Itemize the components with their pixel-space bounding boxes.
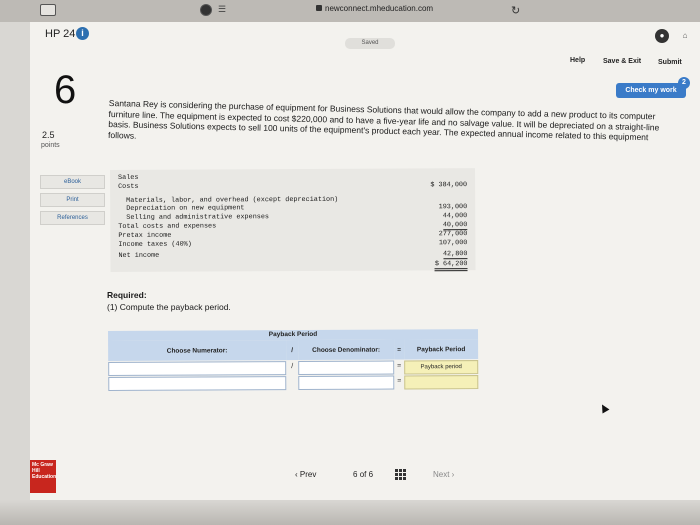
page-current: 6 xyxy=(353,470,358,479)
income-value: 44,000 xyxy=(442,212,468,221)
income-value: 40,000 xyxy=(442,221,468,230)
payback-result-empty xyxy=(404,375,478,389)
page-total: 6 xyxy=(368,470,374,479)
next-button[interactable]: Next › xyxy=(433,470,455,479)
page-indicator xyxy=(353,470,373,479)
settings-icon[interactable]: ● xyxy=(655,29,669,43)
result-header: Payback Period xyxy=(404,339,478,359)
tabs-icon[interactable] xyxy=(40,4,56,16)
prev-label: Prev xyxy=(299,470,317,479)
income-value: 193,000 xyxy=(438,203,468,212)
income-label: Sales xyxy=(118,173,139,182)
menu-icon[interactable]: ☰ xyxy=(218,4,227,14)
numerator-header: Choose Numerator: xyxy=(108,340,286,361)
mcgraw-hill-logo: Mc Graw Hill Education xyxy=(30,460,56,493)
numerator-input[interactable] xyxy=(108,376,286,391)
income-value: $ 64,200 xyxy=(435,260,468,271)
points-label: points xyxy=(41,142,60,149)
payback-result: Payback period xyxy=(404,360,478,374)
income-label: Total costs and expenses xyxy=(118,222,217,231)
required-heading: Required: xyxy=(107,290,147,300)
denominator-input[interactable] xyxy=(298,376,394,391)
equals-operator: = xyxy=(397,377,402,385)
income-value: 277,000 xyxy=(438,230,468,239)
payback-title: Payback Period xyxy=(108,329,478,341)
income-value: 107,000 xyxy=(438,239,468,248)
income-row xyxy=(110,239,475,251)
address-bar[interactable]: newconnect.mheducation.com xyxy=(325,4,434,13)
required-question: (1) Compute the payback period. xyxy=(107,302,231,312)
prev-button[interactable]: ‹ Prev xyxy=(295,470,317,479)
check-my-work-button[interactable]: Check my work xyxy=(616,83,686,98)
browser-toolbar xyxy=(0,0,700,22)
references-button[interactable]: References xyxy=(40,211,105,225)
assignment-title: HP 24 xyxy=(45,28,76,40)
numerator-input[interactable] xyxy=(108,361,286,376)
income-value: 42,800 xyxy=(442,250,468,259)
divide-operator: / xyxy=(291,363,294,371)
income-label: Depreciation on new equipment xyxy=(126,204,245,213)
problem-text: Santana Rey is considering the purchase of equipment for Business Solutions that would allow the company to add a new product to its computer furniture line. The equipment is expected to cost $220,000 and to have a five-year life and no salvage value. It will be depreciated on a straight-line basis. Business Solutions expects to sell 100 units of the equipment's product each year. The expected annual income related to this equipment follows. xyxy=(107,98,660,143)
page-of: of xyxy=(359,470,367,479)
print-button[interactable]: Print xyxy=(40,193,105,207)
save-exit-link[interactable]: Save & Exit xyxy=(603,58,642,65)
equals-operator: = xyxy=(394,339,404,359)
home-icon[interactable]: ⌂ xyxy=(682,31,688,40)
divide-operator: / xyxy=(286,340,298,360)
grid-icon[interactable] xyxy=(395,469,406,480)
income-row xyxy=(110,260,475,272)
income-label: Costs xyxy=(118,182,139,191)
income-statement xyxy=(110,168,476,272)
help-link[interactable]: Help xyxy=(570,57,586,64)
check-attempts-badge: 2 xyxy=(678,77,690,89)
income-value: $ 384,000 xyxy=(430,181,468,190)
income-label: Pretax income xyxy=(118,231,172,240)
info-icon[interactable]: i xyxy=(76,27,89,40)
reload-icon[interactable]: ↻ xyxy=(511,5,521,17)
lock-icon xyxy=(316,5,322,11)
next-label: Next xyxy=(433,470,450,479)
question-number: 6 xyxy=(54,68,77,112)
submit-link[interactable]: Submit xyxy=(658,59,682,66)
save-status: Saved xyxy=(345,38,395,49)
income-label: Income taxes (40%) xyxy=(118,240,192,249)
points-value: 2.5 xyxy=(42,130,55,140)
payback-table xyxy=(108,329,478,393)
income-label: Net income xyxy=(118,251,160,260)
shield-icon[interactable] xyxy=(200,4,212,16)
denominator-header: Choose Denominator: xyxy=(298,340,394,361)
income-label: Selling and administrative expenses xyxy=(126,213,270,222)
screen-bottom-edge xyxy=(0,500,700,525)
equals-operator: = xyxy=(397,362,402,370)
income-label: Materials, labor, and overhead (except depreciation) xyxy=(126,195,339,205)
ebook-button[interactable]: eBook xyxy=(40,175,105,189)
income-row-costs xyxy=(110,181,475,193)
denominator-input[interactable] xyxy=(298,361,394,376)
